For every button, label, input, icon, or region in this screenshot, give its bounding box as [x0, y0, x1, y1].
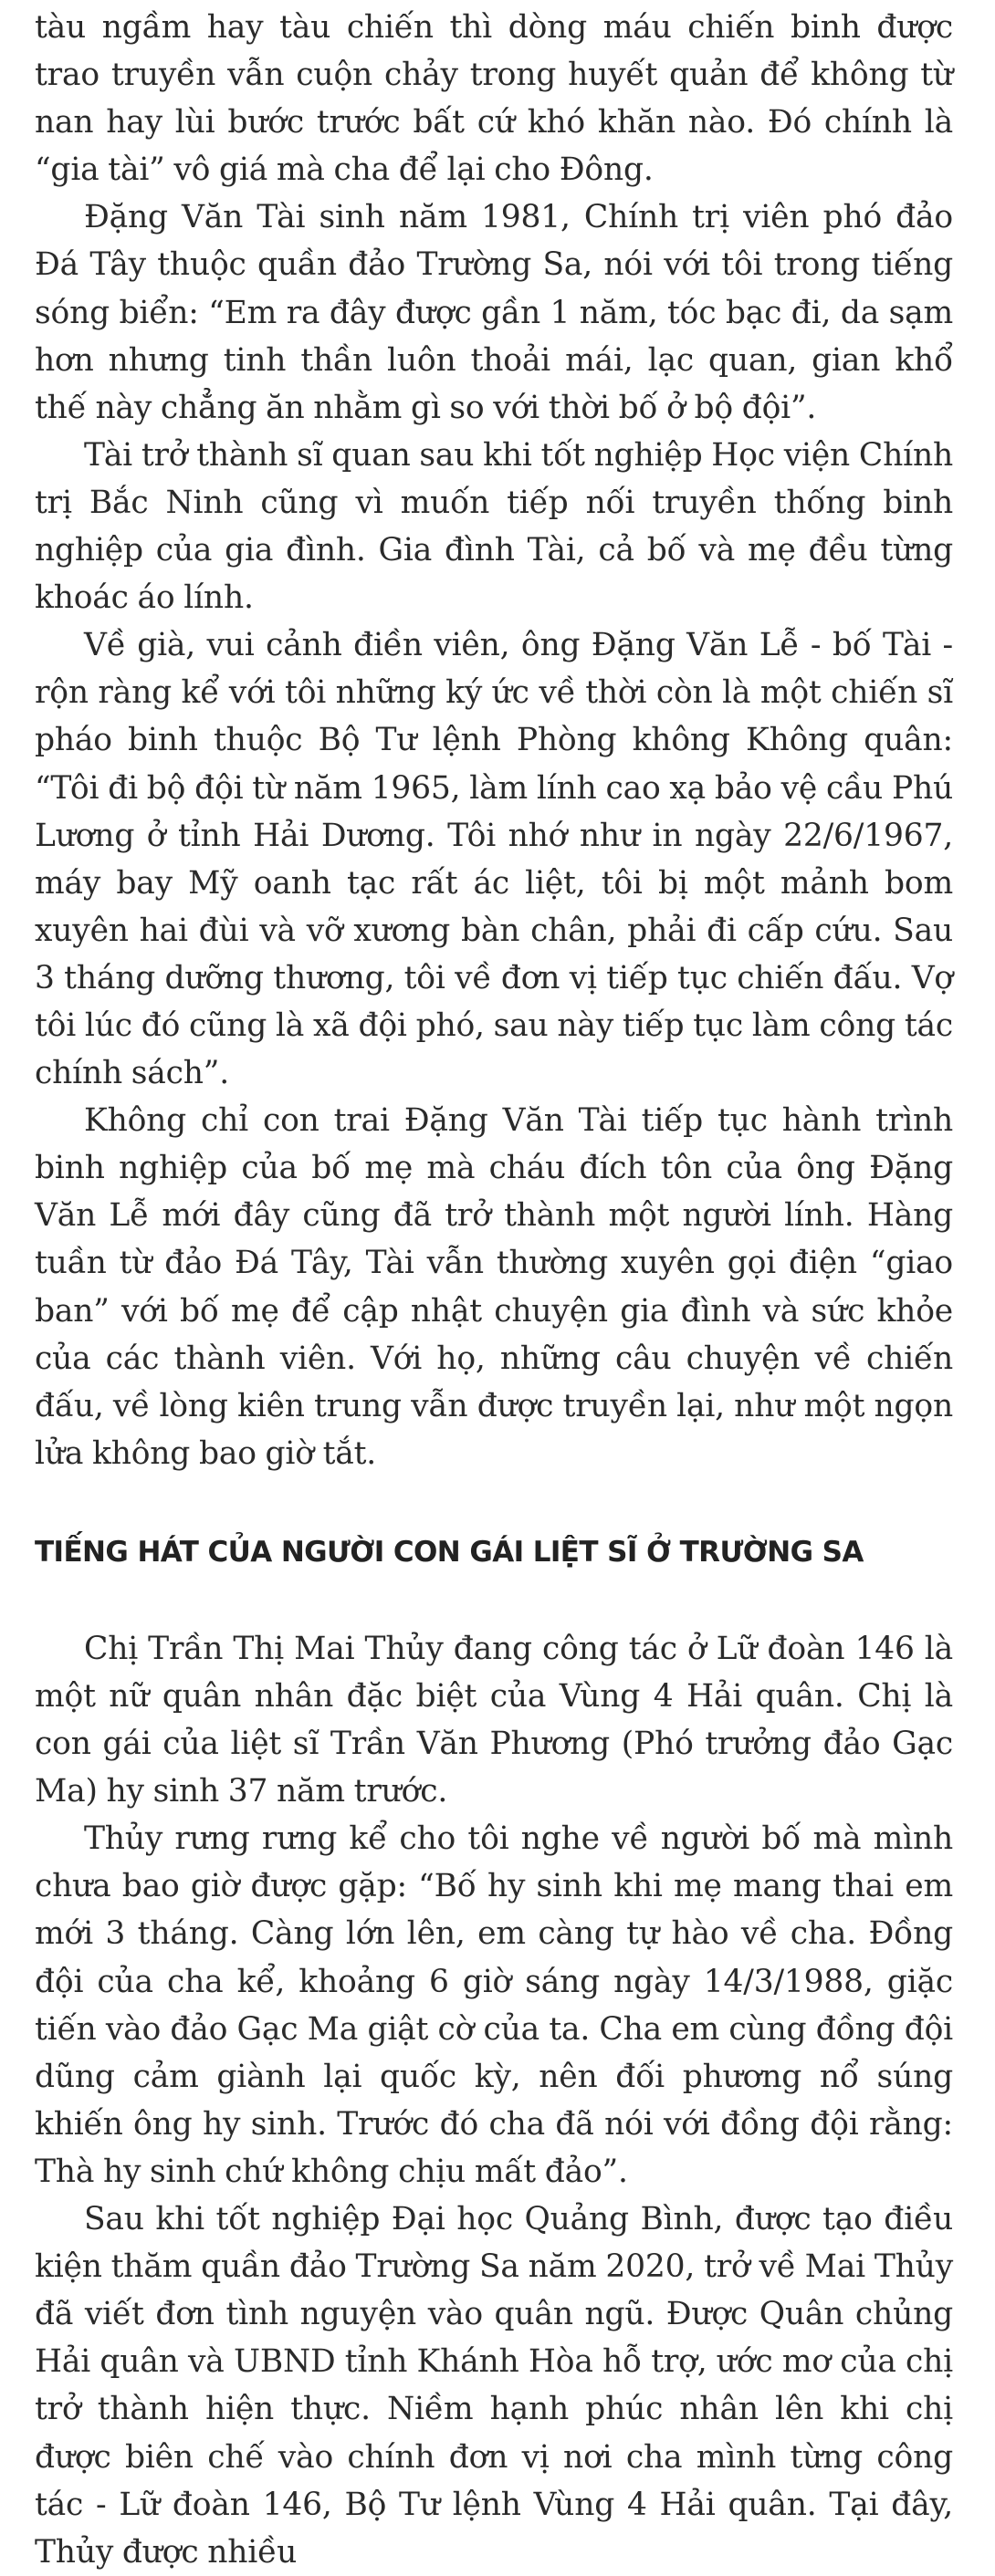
paragraph-enlistment: Sau khi tốt nghiệp Đại học Quảng Bình, được tạo điều kiện thăm quần đảo Trường Sa năm 2020, trở về Mai Thủy đã viết đơn tình nguyện vào quân ngũ. Được Quân chủng Hải quân và UBND tỉnh Khánh Hòa hỗ trợ, ước mơ của chị trở thành hiện thực. Niềm hạnh phúc nhân lên khi chị được biên chế vào chính đơn vị nơi cha mình từng công tác - Lữ đoàn 146, Bộ Tư lệnh Vùng 4 Hải quân. Tại đây, Thủy được nhiều	[35, 2201, 953, 2571]
paragraph-father-story: Thủy rưng rưng kể cho tôi nghe về người bố mà mình chưa bao giờ được gặp: “Bố hy sinh khi mẹ mang thai em mới 3 tháng. Càng lớn lên, em càng tự hào về cha. Đồng đội của cha kể, khoảng 6 giờ sáng ngày 14/3/1988, giặc tiến vào đảo Gạc Ma giật cờ của ta. Cha em cùng đồng đội dũng cảm giành lại quốc kỳ, nên đối phương nổ súng khiến ông hy sinh. Trước đó cha đã nói với đồng đội rằng: Thà hy sinh chứ không chịu mất đảo”.	[35, 1820, 953, 2190]
paragraph-family-tradition: Không chỉ con trai Đặng Văn Tài tiếp tục hành trình binh nghiệp của bố mẹ mà cháu đích tôn của ông Đặng Văn Lễ mới đây cũng đã trở thành một người lính. Hàng tuần từ đảo Đá Tây, Tài vẫn thường xuyên gọi điện “giao ban” với bố mẹ để cập nhật chuyện gia đình và sức khỏe của các thành viên. Với họ, những câu chuyện về chiến đấu, về lòng kiên trung vẫn được truyền lại, như một ngọn lửa không bao giờ tắt.	[35, 1102, 953, 1472]
paragraph-continuation: tàu ngầm hay tàu chiến thì dòng máu chiến binh được trao truyền vẫn cuộn chảy trong huyết quản để không từ nan hay lùi bước trước bất cứ khó khăn nào. Đó chính là “gia tài” vô giá mà cha để lại cho Đông.	[35, 9, 953, 189]
paragraph-mai-thuy-intro: Chị Trần Thị Mai Thủy đang công tác ở Lữ đoàn 146 là một nữ quân nhân đặc biệt của Vùng 4 Hải quân. Chị là con gái của liệt sĩ Trần Văn Phương (Phó trưởng đảo Gạc Ma) hy sinh 37 năm trước.	[35, 1630, 953, 1810]
paragraph-father-memories: Về già, vui cảnh điền viên, ông Đặng Văn Lễ - bố Tài - rộn ràng kể với tôi những ký ức về thời còn là một chiến sĩ pháo binh thuộc Bộ Tư lệnh Phòng không Không quân: “Tôi đi bộ đội từ năm 1965, làm lính cao xạ bảo vệ cầu Phú Lương ở tỉnh Hải Dương. Tôi nhớ như in ngày 22/6/1967, máy bay Mỹ oanh tạc rất ác liệt, tôi bị một mảnh bom xuyên hai đùi và vỡ xương bàn chân, phải đi cấp cứu. Sau 3 tháng dưỡng thương, tôi về đơn vị tiếp tục chiến đấu. Vợ tôi lúc đó cũng là xã đội phó, sau này tiếp tục làm công tác chính sách”.	[35, 627, 953, 1092]
paragraph-tai-officer: Tài trở thành sĩ quan sau khi tốt nghiệp Học viện Chính trị Bắc Ninh cũng vì muốn tiếp nối truyền thống binh nghiệp của gia đình. Gia đình Tài, cả bố và mẹ đều từng khoác áo lính.	[35, 436, 953, 617]
paragraph-dang-van-tai: Đặng Văn Tài sinh năm 1981, Chính trị viên phó đảo Đá Tây thuộc quần đảo Trường Sa, nói với tôi trong tiếng sóng biển: “Em ra đây được gần 1 năm, tóc bạc đi, da sạm hơn nhưng tinh thần luôn thoải mái, lạc quan, gian khổ thế này chẳng ăn nhằm gì so với thời bố ở bộ đội”.	[35, 199, 953, 426]
section-heading: TIẾNG HÁT CỦA NGƯỜI CON GÁI LIỆT SĨ Ở TRƯỜNG SA	[35, 1535, 864, 1569]
